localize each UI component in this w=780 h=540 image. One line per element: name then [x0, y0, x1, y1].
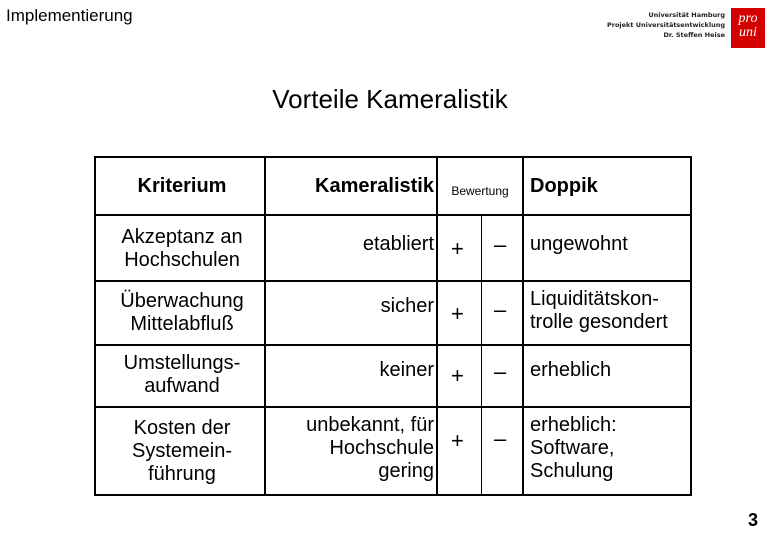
logo-line-3: Dr. Steffen Heise — [663, 31, 725, 39]
row4-doppik-line1: erheblich: — [530, 414, 617, 436]
row3-plus: + — [451, 363, 464, 388]
divider-horizontal — [96, 214, 690, 216]
header-kriterium: Kriterium — [137, 175, 227, 197]
row4-kriterium-line2: Systemein- — [131, 440, 233, 462]
logo-line-2: Projekt Universitätsentwicklung — [606, 21, 725, 29]
row3-kriterium — [96, 352, 268, 398]
row3-doppik: erheblich — [530, 359, 612, 381]
row2-kriterium-line1: Überwachung — [120, 290, 244, 312]
row1-kameralistik: etabliert — [362, 233, 434, 255]
row4-kameralistik — [268, 414, 434, 483]
row2-doppik-line2: trolle gesondert — [530, 311, 668, 333]
row2-kameralistik: sicher — [380, 295, 434, 317]
divider-vertical — [522, 158, 524, 494]
row2-doppik — [530, 288, 668, 334]
row2-plus: + — [451, 301, 464, 326]
row1-plus: + — [451, 236, 464, 261]
row4-doppik-line2: Software, — [530, 437, 615, 459]
row3-kriterium-line1: Umstellungs- — [123, 352, 241, 374]
page-number: 3 — [747, 510, 758, 530]
row3-kameralistik: keiner — [379, 359, 434, 381]
logo-box-line-1: pro — [738, 11, 758, 26]
logo-line-1: Universität Hamburg — [648, 11, 725, 19]
row2-minus: – — [494, 297, 507, 322]
row4-minus: – — [494, 426, 507, 451]
row2-doppik-line1: Liquiditätskon- — [530, 288, 659, 310]
row1-kriterium-line1: Akzeptanz an — [121, 226, 243, 248]
row4-kameralistik-line1: unbekannt, für — [306, 414, 434, 436]
header-bewertung: Bewertung — [451, 184, 509, 198]
header-doppik: Doppik — [530, 175, 598, 197]
comparison-table — [94, 156, 692, 496]
row4-kriterium-line1: Kosten der — [133, 417, 231, 439]
divider-vertical — [436, 158, 438, 494]
row1-minus: – — [494, 232, 507, 257]
row3-kriterium-line2: aufwand — [144, 375, 220, 397]
slide-title: Vorteile Kameralistik — [272, 84, 508, 114]
row4-plus: + — [451, 428, 464, 453]
divider-vertical-thin — [481, 214, 482, 494]
row4-doppik-line3: Schulung — [530, 460, 614, 482]
row2-kriterium — [96, 290, 268, 336]
row4-kriterium-line3: führung — [148, 463, 216, 485]
row2-kriterium-line2: Mittelabfluß — [130, 313, 234, 335]
university-logo-text — [607, 10, 725, 40]
row1-kriterium — [96, 226, 268, 272]
row4-kameralistik-line2: Hochschule — [329, 437, 434, 459]
row4-kriterium — [96, 417, 268, 486]
divider-horizontal — [96, 280, 690, 282]
logo-box-line-2: uni — [739, 25, 757, 40]
row3-minus: – — [494, 359, 507, 384]
row4-kameralistik-line3: gering — [378, 460, 434, 482]
divider-horizontal — [96, 344, 690, 346]
section-title: Implementierung — [6, 6, 133, 25]
row1-doppik: ungewohnt — [530, 233, 628, 255]
row1-kriterium-line2: Hochschulen — [124, 249, 240, 271]
header-kameralistik: Kameralistik — [315, 175, 434, 197]
divider-horizontal — [96, 406, 690, 408]
row4-doppik — [530, 414, 617, 483]
pro-uni-logo — [731, 8, 765, 48]
